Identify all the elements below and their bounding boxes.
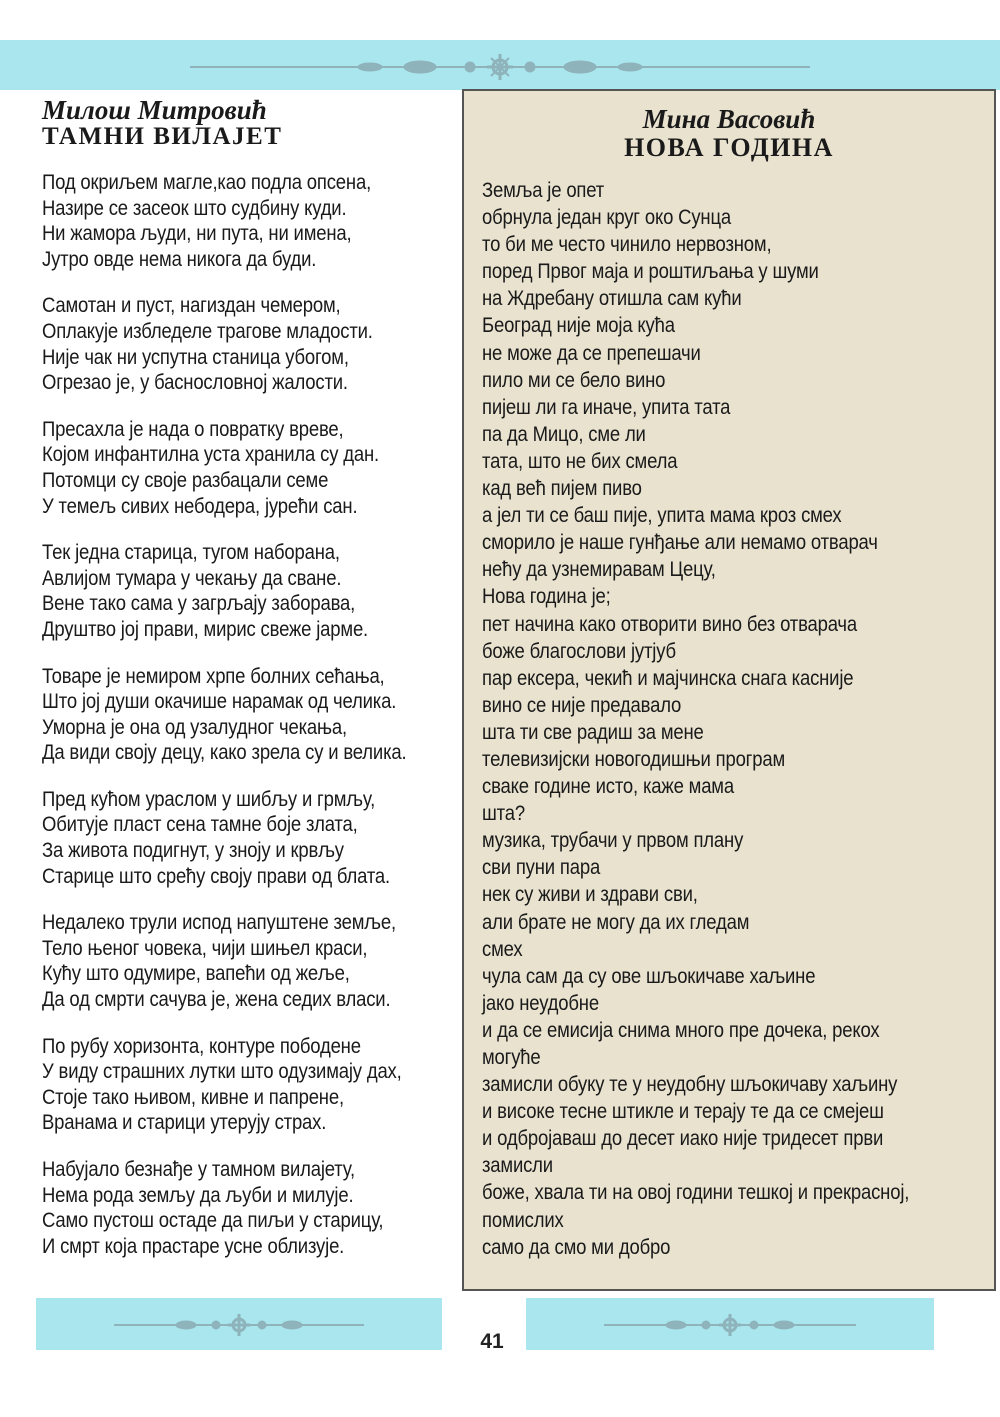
poem-line: По рубу хоризонта, контуре пободене bbox=[42, 1033, 361, 1058]
poem-line: замисли bbox=[482, 1153, 553, 1178]
poem-line: Уморна је она од узалудног чекања, bbox=[42, 714, 347, 739]
poem-line: и да се емисија снима много пре дочека, рекох bbox=[482, 1017, 880, 1042]
poem-line: У виду страшних лутки што одузимају дах, bbox=[42, 1059, 402, 1084]
stanza bbox=[42, 417, 460, 519]
poem-line: Авлијом тумара у чекању да сване. bbox=[42, 565, 342, 590]
poem-line: Старице што срећу своју прави од блата. bbox=[42, 863, 391, 888]
poem-line: сви пуни пара bbox=[482, 855, 601, 880]
poem-line: нек су живи и здрави сви, bbox=[482, 882, 698, 907]
poem-line: Назире се засеок што судбину куди. bbox=[42, 195, 347, 220]
ornament-divider-icon bbox=[526, 1298, 934, 1350]
poem-line: Оплакује избледеле трагове младости. bbox=[42, 318, 373, 343]
poem-line: Јутро овде нема никога да буди. bbox=[42, 246, 317, 271]
poem-line: замисли обуку те у неудобну шљокичаву хаљину bbox=[482, 1072, 898, 1097]
right-poem-body bbox=[464, 177, 994, 1261]
poem-line: то би ме често чинило нервозном, bbox=[482, 232, 772, 257]
poem-line: и високе тесне штикле и терају те да се смејеш bbox=[482, 1099, 884, 1124]
poem-line: Пресахла је нада о повратку вреве, bbox=[42, 416, 344, 441]
poem-line: Да види своју децу, како зрела су и велика. bbox=[42, 740, 407, 765]
poem-line: Да од смрти сачува је, жена седих власи. bbox=[42, 987, 391, 1012]
left-poem-title: ТАМНИ ВИЛАЈЕТ bbox=[42, 123, 283, 150]
poem-line: пијеш ли га иначе, упита тата bbox=[482, 394, 731, 419]
right-poem-box bbox=[462, 89, 996, 1291]
poem-line: на Ждребану отишла сам кући bbox=[482, 286, 742, 311]
stanza bbox=[42, 293, 460, 395]
bottom-right-decorative-band bbox=[526, 1298, 934, 1350]
poem-line: Нема рода земљу да љуби и милује. bbox=[42, 1182, 354, 1207]
poem-line: па да Мицо, сме ли bbox=[482, 421, 646, 446]
bottom-left-decorative-band bbox=[36, 1298, 442, 1350]
poem-line: Ни жамора људи, ни пута, ни имена, bbox=[42, 221, 352, 246]
poem-line: Стоје тако њивом, кивне и папрене, bbox=[42, 1084, 344, 1109]
stanza bbox=[42, 540, 460, 642]
poem-line: само да смо ми добро bbox=[482, 1234, 671, 1259]
stanza bbox=[42, 1034, 460, 1136]
poem-line: Земља је опет bbox=[482, 178, 605, 202]
poem-line: боже, хвала ти на овој години тешкој и прекрасној, bbox=[482, 1180, 910, 1205]
poem-line: а јел ти се баш пије, упита мама кроз смех bbox=[482, 503, 842, 528]
stanza bbox=[42, 910, 460, 1012]
stanza bbox=[42, 170, 460, 272]
left-poem bbox=[42, 96, 460, 1280]
poem-line: не може да се препешачи bbox=[482, 340, 701, 365]
poem-line: Обитује пласт сена тамне боје злата, bbox=[42, 812, 358, 837]
poem-line: сморило је наше гунђање али немамо отварач bbox=[482, 530, 878, 555]
poem-line: кад већ пијем пиво bbox=[482, 476, 642, 501]
poem-line: Самотан и пуст, нагиздан чемером, bbox=[42, 293, 341, 318]
right-poem-title: НОВА ГОДИНА bbox=[624, 133, 834, 162]
poem-line: шта? bbox=[482, 801, 525, 826]
poem-line: За живота подигнут, у зноју и крвљу bbox=[42, 838, 344, 863]
poem-line: вино се није предавало bbox=[482, 692, 682, 717]
poem-line: телевизијски новогодишњи програм bbox=[482, 746, 786, 771]
poem-line: Кућу што одумире, вапећи од жеље, bbox=[42, 961, 350, 986]
poem-line: И смрт која прастаре усне облизује. bbox=[42, 1233, 345, 1258]
poem-line: Под окриљем магле,као подла опсена, bbox=[42, 170, 372, 194]
poem-line: Само пустош остаде да пиљи у старицу, bbox=[42, 1208, 384, 1233]
stanza bbox=[42, 664, 460, 766]
poem-line: Недалеко трули испод напуштене земље, bbox=[42, 910, 396, 935]
poem-line: могуће bbox=[482, 1045, 541, 1069]
poem-line: смех bbox=[482, 936, 523, 961]
poem-line: Огрезао је, у баснословној жалости. bbox=[42, 370, 348, 395]
ornament-divider-icon bbox=[0, 40, 1000, 90]
poem-line: пило ми се бело вино bbox=[482, 367, 666, 392]
poem-line: тата, што не бих смела bbox=[482, 448, 678, 473]
poem-line: помислих bbox=[482, 1207, 564, 1232]
poem-line: музика, трубачи у првом плану bbox=[482, 828, 744, 853]
poem-line: пар ексера, чекић и мајчинска снага касније bbox=[482, 665, 854, 690]
poem-line: Што јој души окачише нарамак од челика. bbox=[42, 689, 397, 714]
left-poem-author: Милош Митровић bbox=[42, 95, 267, 125]
poem-line: нећу да узнемиравам Цецу, bbox=[482, 557, 716, 582]
right-poem-author: Мина Васовић bbox=[642, 104, 816, 134]
poem-line: Товаре је немиром хрпе болних сећања, bbox=[42, 663, 385, 688]
poem-line: Пред кућом урaслом у шибљу и грмљу, bbox=[42, 786, 376, 811]
poem-line: јако неудобне bbox=[482, 990, 599, 1015]
poem-line: сваке године исто, каже мама bbox=[482, 774, 734, 799]
poem-line: обрнула један круг око Сунца bbox=[482, 205, 731, 230]
poem-line: али брате не могу да их гледам bbox=[482, 909, 750, 934]
poem-line: Није чак ни успутна станица убогом, bbox=[42, 344, 349, 369]
poem-line: У темељ сивих небодера, јурећи сан. bbox=[42, 493, 358, 518]
stanza bbox=[42, 787, 460, 889]
ornament-divider-icon bbox=[36, 1298, 442, 1350]
poem-line: Набујало безнађе у тамном вилајету, bbox=[42, 1157, 355, 1181]
poem-line: шта ти све радиш за мене bbox=[482, 719, 704, 744]
poem-line: Тело њеног човека, чији шињел краси, bbox=[42, 935, 368, 960]
poem-line: Нова година је; bbox=[482, 584, 611, 609]
poem-line: Тек једна старица, тугом наборана, bbox=[42, 540, 340, 565]
poem-line: пет начина како отворити вино без отварача bbox=[482, 611, 858, 636]
page-number: 41 bbox=[480, 1330, 504, 1353]
poem-line: Којом инфантилна уста хранила су дан. bbox=[42, 442, 379, 467]
poem-line: чула сам да су ове шљокичаве хаљине bbox=[482, 963, 816, 988]
poem-line: Потомци су своје разбацали семе bbox=[42, 467, 329, 492]
top-decorative-band bbox=[0, 40, 1000, 90]
poem-line: и одбројаваш до десет иако није тридесет први bbox=[482, 1126, 884, 1151]
poem-line: Вранама и старици утерују страх. bbox=[42, 1110, 327, 1135]
poem-line: поред Првог маја и роштиљања у шуми bbox=[482, 259, 819, 284]
stanza bbox=[42, 1157, 460, 1259]
poem-line: Вене тако сама у загрљају заборава, bbox=[42, 591, 356, 616]
poem-line: Београд није моја кућа bbox=[482, 313, 675, 338]
poem-line: Друштво јој прави, мирис свеже јарме. bbox=[42, 616, 369, 641]
poem-line: боже благослови јутјуб bbox=[482, 638, 676, 663]
